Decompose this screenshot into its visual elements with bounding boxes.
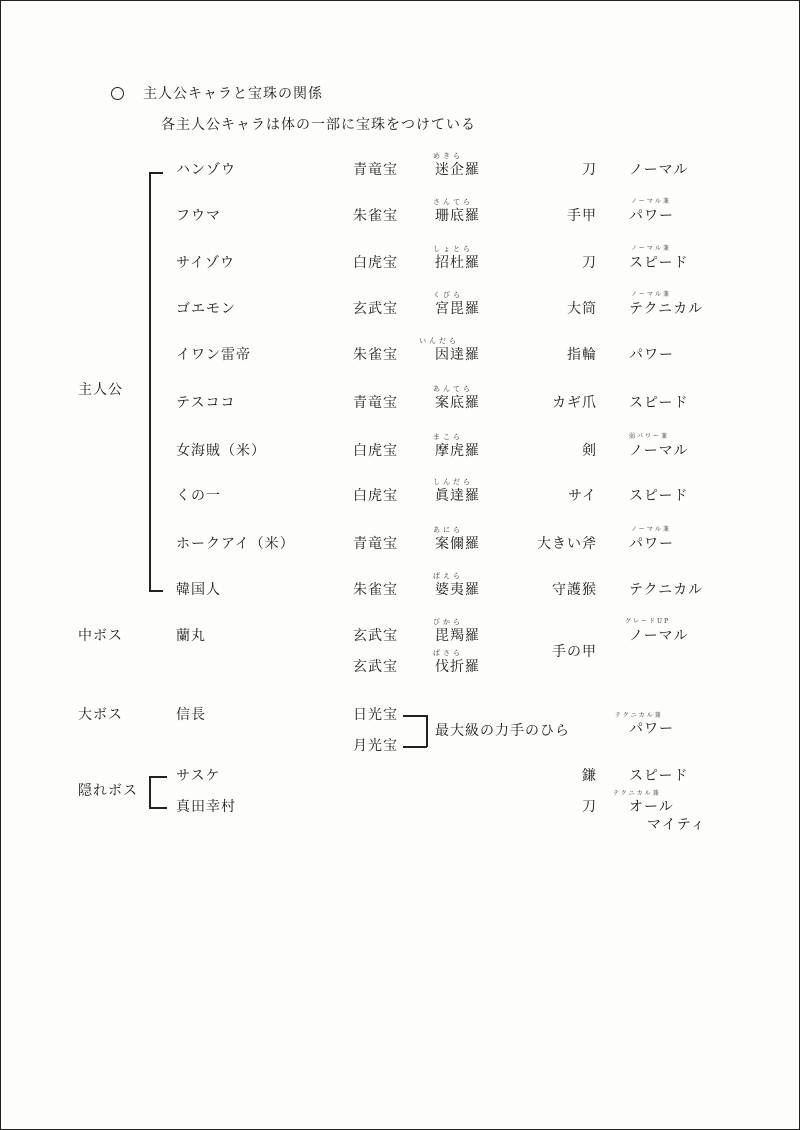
type: ノーマル — [629, 162, 689, 178]
weapon: 最大級の力手のひら — [435, 723, 570, 739]
weapon: 守護猴 — [552, 582, 597, 598]
bracket-tick-top — [149, 776, 167, 778]
character-name: 信長 — [176, 707, 206, 723]
weapon: 大筒 — [567, 301, 597, 317]
jewel-item: 摩虎羅 — [435, 443, 480, 459]
jewel-name: 青竜宝 — [353, 162, 398, 178]
weapon: 刀 — [582, 799, 597, 815]
item-ruby: しょとら — [433, 245, 473, 253]
group-label-mid-boss: 中ボス — [78, 628, 123, 644]
weapon: 大きい斧 — [537, 536, 597, 552]
item-ruby: めきら — [433, 152, 463, 160]
type: パワー — [629, 721, 674, 737]
hidden-boss-bracket — [149, 776, 151, 808]
bracket-tick-bottom — [149, 807, 167, 809]
section-title: 主人公キャラと宝珠の関係 — [143, 86, 323, 102]
type: ノーマル — [629, 628, 689, 644]
character-name: ホークアイ（米） — [176, 536, 295, 552]
character-name: 真田幸村 — [176, 799, 236, 815]
jewel-name: 青竜宝 — [353, 395, 398, 411]
character-name: ゴエモン — [176, 301, 236, 317]
type-ruby: ノーマル兼 — [631, 245, 671, 252]
type: スピード — [629, 255, 689, 271]
jewel-name: 青竜宝 — [353, 536, 398, 552]
character-name: 蘭丸 — [176, 628, 206, 644]
character-name: サスケ — [176, 768, 221, 784]
item-ruby: しんだら — [433, 478, 473, 486]
item-ruby: あにら — [433, 526, 463, 534]
jewel-item: 婆夷羅 — [435, 582, 480, 598]
protagonist-bracket — [149, 172, 151, 591]
jewel-item: 招杜羅 — [435, 255, 480, 271]
jewel-name: 月光宝 — [353, 738, 398, 754]
character-name: フウマ — [176, 208, 221, 224]
section-subtitle: 各主人公キャラは体の一部に宝珠をつけている — [161, 117, 476, 133]
weapon: カギ爪 — [552, 395, 597, 411]
weapon: サイ — [567, 488, 597, 504]
bracket-line — [426, 715, 428, 747]
weapon: 鎌 — [582, 768, 597, 784]
weapon: 刀 — [582, 255, 597, 271]
item-ruby: ばさら — [433, 649, 463, 657]
jewel-name: 白虎宝 — [353, 488, 398, 504]
item-ruby: くびら — [433, 291, 463, 299]
item-ruby: あんてら — [433, 385, 473, 393]
item-ruby: いんだら — [419, 337, 459, 345]
type-ruby: ノーマル兼 — [631, 526, 671, 533]
weapon: 剣 — [582, 443, 597, 459]
jewel-item: 宮毘羅 — [435, 301, 480, 317]
character-name: くの一 — [176, 488, 221, 504]
type: スピード — [629, 395, 689, 411]
jewel-item: 案底羅 — [435, 395, 480, 411]
type-ruby: グレードUP — [625, 618, 671, 625]
group-label-hidden-boss: 隠れボス — [78, 783, 138, 799]
character-name: サイゾウ — [176, 255, 236, 271]
item-ruby: まこら — [433, 433, 463, 441]
jewel-name: 白虎宝 — [353, 255, 398, 271]
type: テクニカル — [629, 582, 704, 598]
type: ノーマル — [629, 443, 689, 459]
character-name: テスココ — [176, 395, 236, 411]
jewel-item: 案儞羅 — [435, 536, 480, 552]
weapon: 手の甲 — [552, 644, 597, 660]
group-label-protagonist: 主人公 — [78, 382, 123, 398]
character-name: 韓国人 — [176, 582, 221, 598]
jewel-name: 朱雀宝 — [353, 582, 398, 598]
group-label-big-boss: 大ボス — [78, 707, 123, 723]
weapon: 指輪 — [567, 347, 597, 363]
jewel-name: 白虎宝 — [353, 443, 398, 459]
type-continued: マイティ — [647, 817, 706, 833]
jewel-item: 眞達羅 — [435, 488, 480, 504]
character-name: イワン雷帝 — [176, 347, 251, 363]
type: オール — [629, 799, 674, 815]
jewel-name: 朱雀宝 — [353, 208, 398, 224]
jewel-name: 日光宝 — [353, 707, 398, 723]
jewel-item: 迷企羅 — [435, 162, 480, 178]
weapon: 刀 — [582, 162, 597, 178]
jewel-item: 因達羅 — [435, 347, 480, 363]
jewel-name: 玄武宝 — [353, 659, 398, 675]
jewel-item: 毘羯羅 — [435, 628, 480, 644]
bracket-tick-bottom — [149, 590, 163, 592]
type: パワー — [629, 208, 674, 224]
type: スピード — [629, 768, 689, 784]
bracket-line — [403, 746, 427, 748]
jewel-name: 玄武宝 — [353, 301, 398, 317]
type-ruby: テクニカル兼 — [613, 790, 661, 797]
weapon: 手甲 — [567, 208, 597, 224]
character-name: 女海賊（米） — [176, 443, 266, 459]
type-ruby: ノーマル兼 — [631, 198, 671, 205]
item-ruby: ばえら — [433, 572, 463, 580]
bracket-tick-top — [149, 172, 163, 174]
jewel-name: 朱雀宝 — [353, 347, 398, 363]
type: パワー — [629, 347, 674, 363]
jewel-name: 玄武宝 — [353, 628, 398, 644]
jewel-item: 珊底羅 — [435, 208, 480, 224]
jewel-item: 伐折羅 — [435, 659, 480, 675]
type: パワー — [629, 536, 674, 552]
character-name: ハンゾウ — [176, 162, 236, 178]
type-ruby: テクニカル兼 — [615, 712, 663, 719]
item-ruby: さんてら — [433, 198, 473, 206]
item-ruby: びから — [433, 618, 463, 626]
type: テクニカル — [629, 301, 704, 317]
bracket-line — [403, 715, 427, 717]
type-ruby: 弱パワー兼 — [629, 433, 670, 440]
type: スピード — [629, 488, 689, 504]
bullet-circle-icon — [111, 87, 124, 100]
type-ruby: ノーマル兼 — [631, 291, 671, 298]
